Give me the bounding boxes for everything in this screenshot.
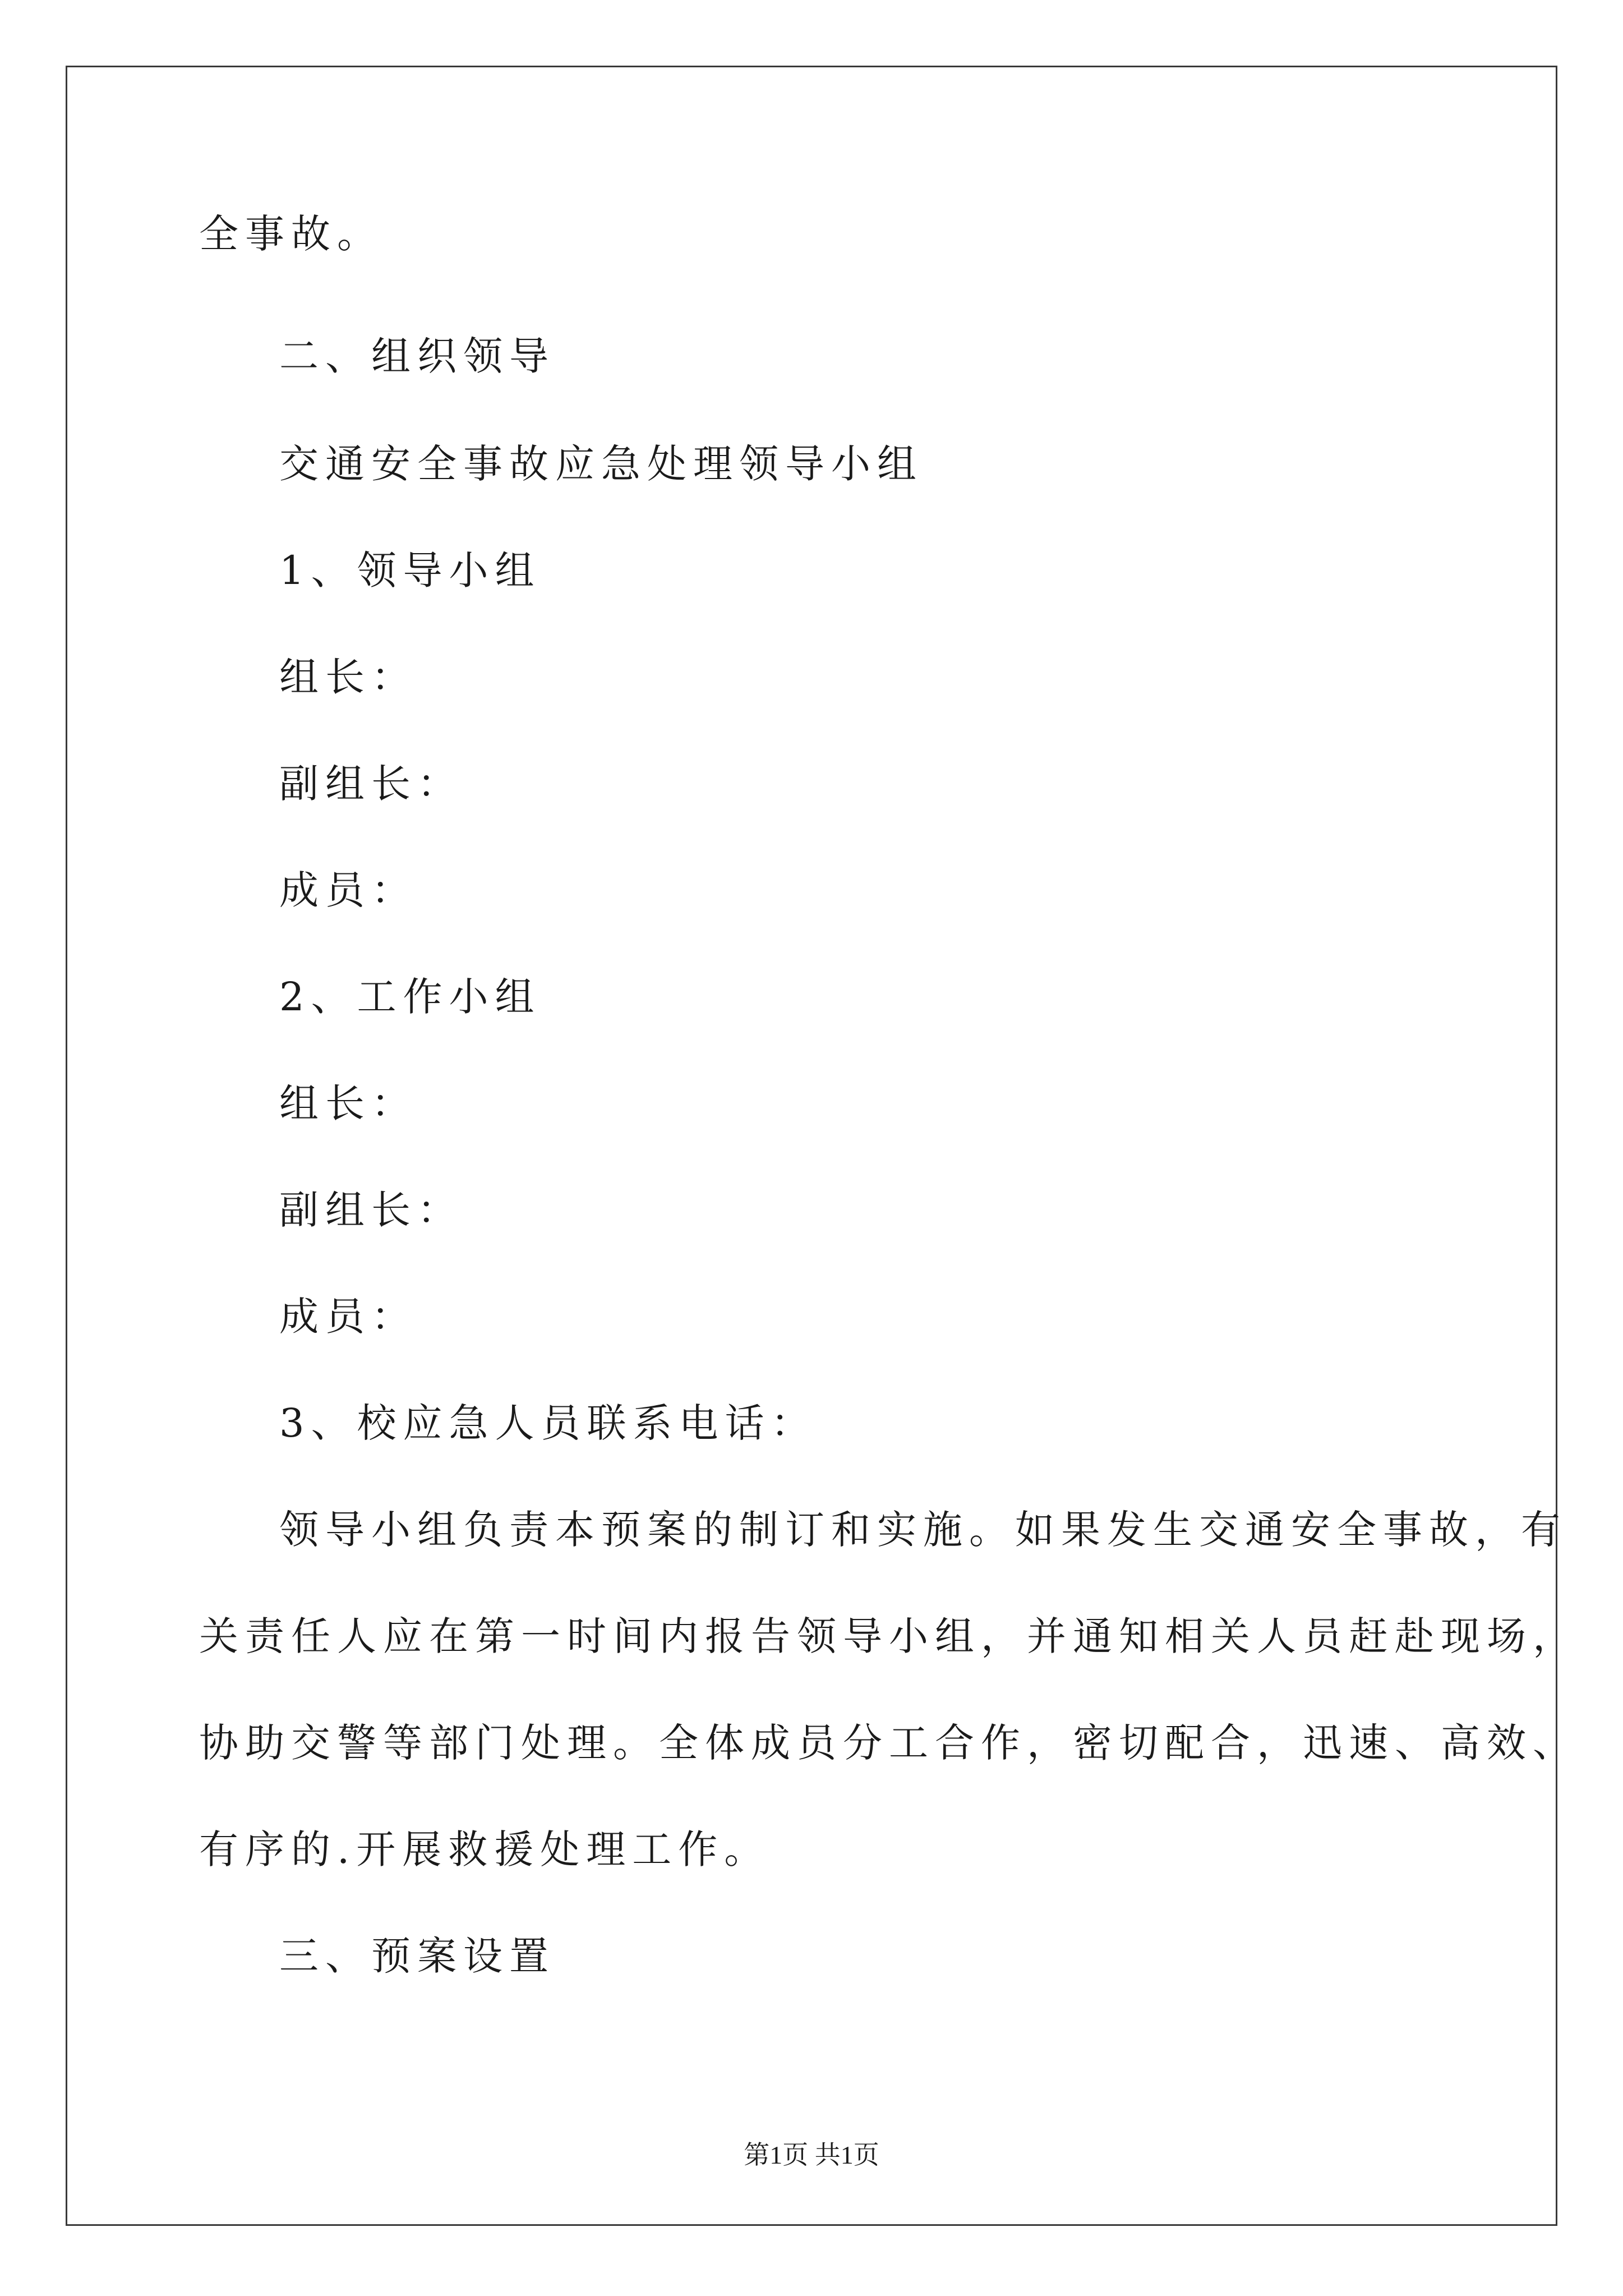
subheading-work-group: 2、工作小组 bbox=[279, 974, 541, 1020]
page-number-footer: 第1页 共1页 bbox=[744, 2141, 879, 2169]
work-leader-label: 组长： bbox=[279, 1080, 417, 1126]
deputy-leader-label: 副组长： bbox=[279, 761, 463, 807]
text-line-1: 全事故。 bbox=[199, 211, 383, 257]
work-deputy-leader-label: 副组长： bbox=[279, 1187, 463, 1233]
paragraph-line-1: 领导小组负责本预案的制订和实施。如果发生交通安全事故，有 bbox=[279, 1507, 1567, 1553]
leader-label: 组长： bbox=[279, 654, 417, 700]
paragraph-line-4: 有序的.开展救援处理工作。 bbox=[199, 1826, 771, 1872]
subheading-emergency-contacts: 3、校应急人员联系电话： bbox=[279, 1400, 817, 1446]
paragraph-line-3: 协助交警等部门处理。全体成员分工合作，密切配合，迅速、高效、 bbox=[199, 1720, 1579, 1766]
work-members-label: 成员： bbox=[279, 1294, 417, 1340]
group-title: 交通安全事故应急处理领导小组 bbox=[279, 441, 923, 487]
subheading-leadership-group: 1、领导小组 bbox=[279, 547, 541, 593]
page-border bbox=[66, 66, 1579, 2226]
section-heading-plan-setup: 三、预案设置 bbox=[279, 1933, 555, 1979]
members-label: 成员： bbox=[279, 867, 417, 913]
paragraph-line-2: 关责任人应在第一时间内报告领导小组，并通知相关人员赶赴现场， bbox=[199, 1613, 1579, 1659]
section-heading-organization: 二、组织领导 bbox=[279, 333, 555, 379]
